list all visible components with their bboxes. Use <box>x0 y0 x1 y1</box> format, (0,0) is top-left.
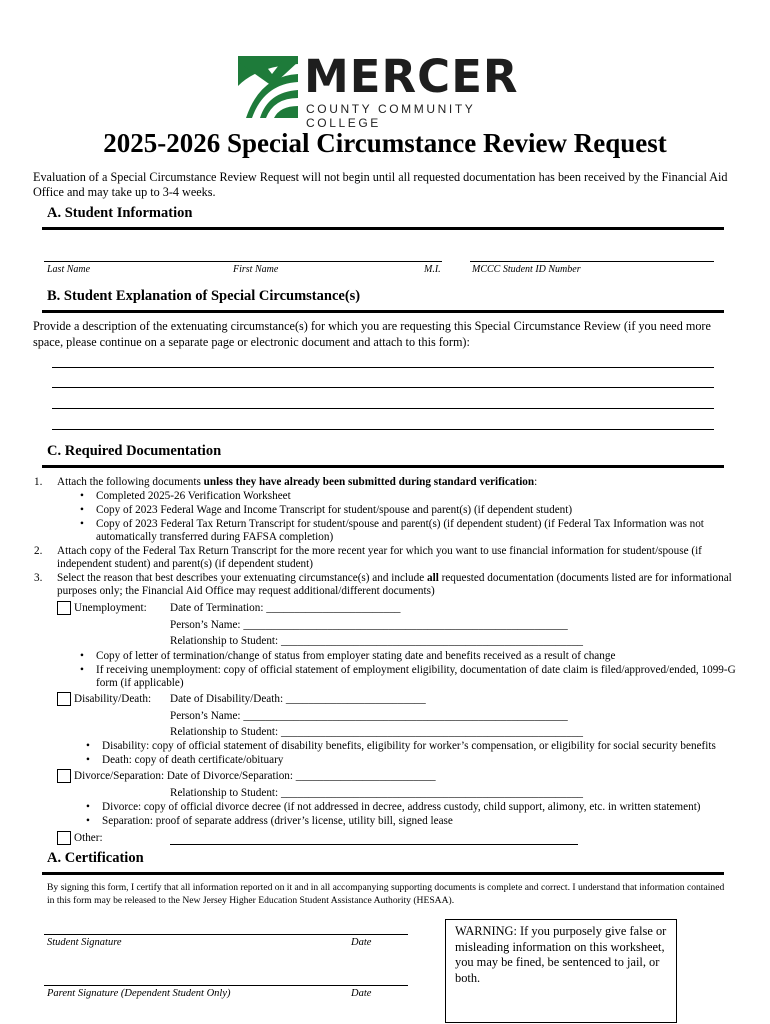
explanation-line-2[interactable] <box>52 387 714 388</box>
student-signature-label: Student Signature <box>47 937 122 948</box>
unemployment-label: Unemployment: <box>74 602 147 614</box>
unemployment-relationship-field[interactable]: Relationship to Student: ______________________________________________________ <box>170 635 584 647</box>
certification-rule <box>42 872 724 875</box>
intro-text: Evaluation of a Special Circumstance Review Request will not begin until all requested documentation has been received by the Financial Aid Office and may take up to 3-4 weeks. <box>33 170 728 199</box>
item-1-bullet-1: • Completed 2025-26 Verification Worksheet <box>96 490 291 504</box>
item-3-number: 3. <box>34 572 43 584</box>
explanation-line-3[interactable] <box>52 408 714 409</box>
item-2-line-1: Attach copy of the Federal Tax Return Transcript for the more recent year for which you want to use financial information for student/spouse (if <box>57 545 702 557</box>
divorce-bullet-2: • Separation: proof of separate address (driver’s license, utility bill, signed lease <box>102 815 453 829</box>
item-1-bullet-2: • Copy of 2023 Federal Wage and Income Transcript for student/spouse and parent(s) (if dependent student) <box>96 504 572 518</box>
section-b-rule <box>42 310 724 313</box>
item-1-number: 1. <box>34 476 43 488</box>
termination-date-field[interactable]: Date of Termination: ________________________ <box>170 602 401 614</box>
explanation-line-1[interactable] <box>52 367 714 368</box>
other-label: Other: <box>74 832 103 844</box>
section-a-rule <box>42 227 724 230</box>
section-c-heading: C. Required Documentation <box>47 443 222 459</box>
divorce-relationship-field[interactable]: Relationship to Student: ______________________________________________________ <box>170 787 584 799</box>
logo-wordmark: MERCER <box>304 50 519 103</box>
item-3-line-2: purposes only; the Financial Aid Office may request additional/different documents) <box>57 585 435 597</box>
certification-text: By signing this form, I certify that all information reported on it and in all accompanying supporting documents is complete and correct. I understand that information contained in this form may be released to the New Jersey Higher Education Student Assistance Authority (HESAA). <box>47 882 725 906</box>
explanation-line-4[interactable] <box>52 429 714 430</box>
disability-person-field[interactable]: Person’s Name: __________________________________________________________ <box>170 710 568 722</box>
section-c-rule <box>42 465 724 468</box>
certification-heading: A. Certification <box>47 850 144 866</box>
unemployment-bullet-2-cont: form (if applicable) <box>96 677 184 689</box>
mercer-logo-icon <box>238 56 298 118</box>
parent-signature-line[interactable] <box>44 985 408 986</box>
other-checkbox[interactable] <box>57 831 71 845</box>
last-name-label: Last Name <box>47 264 91 275</box>
divorce-separation-checkbox[interactable] <box>57 769 71 783</box>
unemployment-checkbox[interactable] <box>57 601 71 615</box>
divorce-separation-label[interactable]: Divorce/Separation: Date of Divorce/Separation: _________________________ <box>74 770 436 782</box>
name-field-line[interactable] <box>44 261 442 262</box>
item-1-bullet-3: • Copy of 2023 Federal Tax Return Transcript for student/spouse and parent(s) (if dependent student) (if Federal Tax Information was not <box>96 518 704 532</box>
parent-date-label: Date <box>351 988 372 999</box>
college-logo <box>238 50 542 130</box>
first-name-label: First Name <box>233 264 279 275</box>
item-3-line-1: Select the reason that best describes your extenuating circumstance(s) and include all requested documentation (documents listed are for informational <box>57 572 732 584</box>
disability-date-field[interactable]: Date of Disability/Death: _________________________ <box>170 693 426 705</box>
unemployment-bullet-2: • If receiving unemployment: copy of official statement of employment eligibility, documentation of date claim is filed/approved/ended, 1099-G <box>96 664 736 678</box>
mi-label: M.I. <box>424 264 441 275</box>
disability-relationship-field[interactable]: Relationship to Student: ______________________________________________________ <box>170 726 584 738</box>
item-1-bullet-3-cont: automatically transferred during FAFSA completion) <box>96 531 334 543</box>
other-field-line[interactable] <box>170 844 578 845</box>
item-1-text: Attach the following documents unless they have already been submitted during standard verification: <box>57 476 538 488</box>
section-b-heading: B. Student Explanation of Special Circumstance(s) <box>47 288 361 304</box>
item-2-line-2: independent student) and parent(s) (if dependent student) <box>57 558 313 570</box>
disability-death-checkbox[interactable] <box>57 692 71 706</box>
warning-box: WARNING: If you purposely give false or misleading information on this worksheet, you may be fined, be sentenced to jail, or both. <box>445 919 677 1023</box>
parent-signature-label: Parent Signature (Dependent Student Only) <box>47 988 231 999</box>
page-title: 2025-2026 Special Circumstance Review Request <box>103 128 667 158</box>
section-a-heading: A. Student Information <box>47 205 193 221</box>
student-id-field-line[interactable] <box>470 261 714 262</box>
unemployment-bullet-1: • Copy of letter of termination/change of status from employer stating date and benefits received as a result of change <box>96 650 615 664</box>
divorce-bullet-1: • Divorce: copy of official divorce decree (if not addressed in decree, address custody, child support, alimony, etc. in written statement) <box>102 801 701 815</box>
section-b-description: Provide a description of the extenuating circumstance(s) for which you are requesting this Special Circumstance Review (if you need more space, please continue on a separate page or electronic document and attach to this form): <box>33 319 711 349</box>
disability-bullet-2: • Death: copy of death certificate/obituary <box>102 754 283 768</box>
logo-subtitle: COUNTY COMMUNITY COLLEGE <box>306 102 476 130</box>
disability-bullet-1: • Disability: copy of official statement of disability benefits, eligibility for worker’s compensation, or eligibility for social security benefits <box>102 740 716 754</box>
student-id-label: MCCC Student ID Number <box>472 264 581 275</box>
item-2-number: 2. <box>34 545 43 557</box>
student-signature-line[interactable] <box>44 934 408 935</box>
student-date-label: Date <box>351 937 372 948</box>
unemployment-person-field[interactable]: Person’s Name: __________________________________________________________ <box>170 619 568 631</box>
disability-death-label: Disability/Death: <box>74 693 152 705</box>
